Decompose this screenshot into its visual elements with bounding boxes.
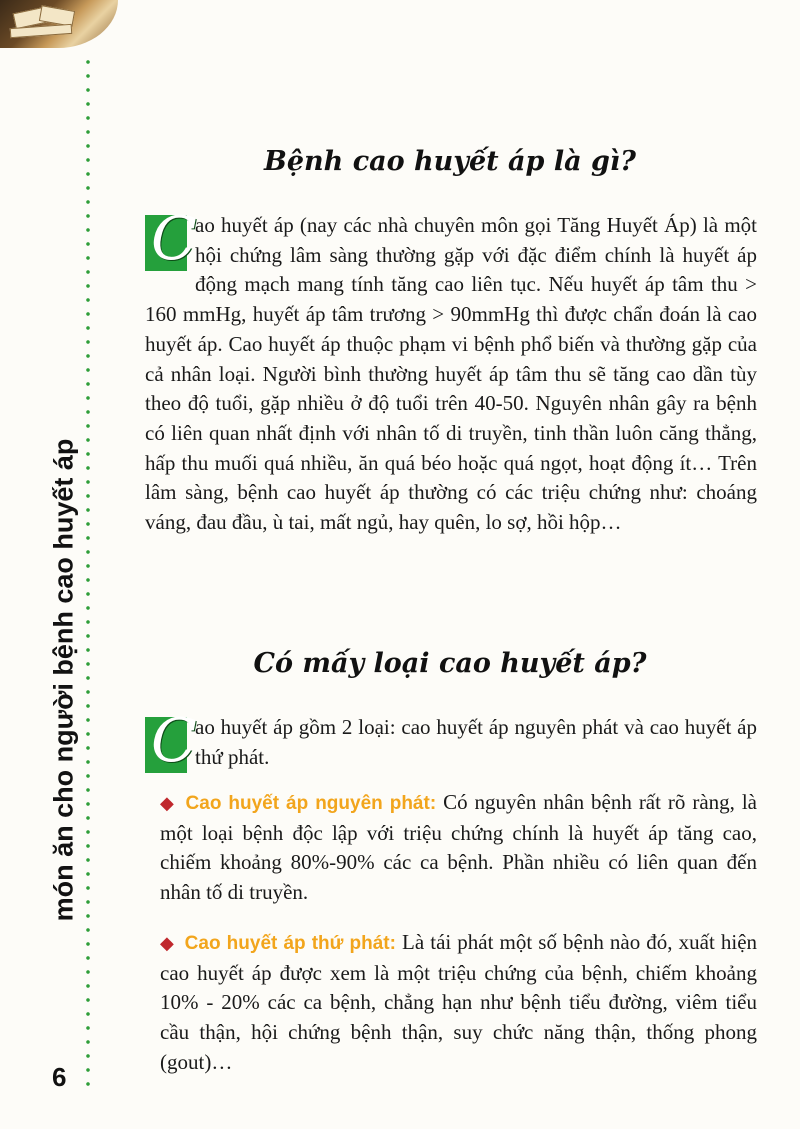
section-1-paragraph [145,204,757,538]
section-heading-1: Bệnh cao huyết áp là gì? [264,146,636,177]
page-number: 6 [52,1062,67,1092]
dotted-margin-line [86,55,90,1095]
section-2-intro [145,706,757,776]
section-heading-2: Có mấy loại cao huyết áp? [253,648,647,679]
intro-text: ao huyết áp gồm 2 loại: cao huyết áp nguyên phát và cao huyết áp thứ phát. [195,715,757,769]
bullet-text: Là tái phát một số bệnh nào đó, xuất hiện cao huyết áp được xem là một triệu chứng của bệnh, chiếm khoảng 10% - 20% các ca bệnh, chẳng hạn như bệnh tiểu đường, viêm tiểu cầu thận, hội chứng bệnh thận, suy chức năng thận, thống phong (gout)… [160,930,758,1074]
dropcap-letter: C [151,204,197,274]
corner-book-photo [0,0,118,48]
running-title-text: món ăn cho người bệnh cao huyết áp [48,438,79,922]
dropcap-2 [145,706,197,776]
running-title [44,300,84,1060]
bullet-text: Có nguyên nhân bệnh rất rõ ràng, là một loại bệnh độc lập với triệu chứng chính là huyết áp tăng cao, chiếm khoảng 80%-90% các ca bệnh. Phần nhiều có liên quan đến nhân tố di truyền. [160,790,757,905]
bullet-item-secondary [160,928,757,1078]
paragraph-text: ao huyết áp (nay các nhà chuyên môn gọi Tăng Huyết Áp) là một hội chứng lâm sàng thường gặp với đặc điểm chính là huyết áp động mạch mang tính tăng cao liên tục. Nếu huyết áp tâm thu > 160 mmHg, huyết áp tâm trương > 90mmHg thì được chẩn đoán là cao huyết áp. Cao huyết áp thuộc phạm vi bệnh phổ biến và thường gặp của cả nhân loại. Người bình thường huyết áp tâm thu sẽ tăng cao dần tùy theo độ tuổi, gặp nhiều ở độ tuổi trên 40-50. Nguyên nhân gây ra bệnh có liên quan nhất định với nhân tố di truyền, tinh thần luôn căng thẳng, hấp thu muối quá nhiều, ăn quá béo hoặc quá ngọt, hoạt động ít… Trên lâm sàng, bệnh cao huyết áp thường có các triệu chứng như: choáng váng, đau đầu, ù tai, mất ngủ, hay quên, lo sợ, hồi hộp… [145,213,757,535]
bullet-item-primary [160,788,757,908]
dropcap-letter: C [151,706,197,776]
dropcap-1 [145,204,197,274]
diamond-bullet-icon: ◆ [160,793,176,813]
diamond-bullet-icon: ◆ [160,933,175,953]
bullet-term: Cao huyết áp nguyên phát: [185,793,437,814]
bullet-term: Cao huyết áp thứ phát: [184,933,396,954]
